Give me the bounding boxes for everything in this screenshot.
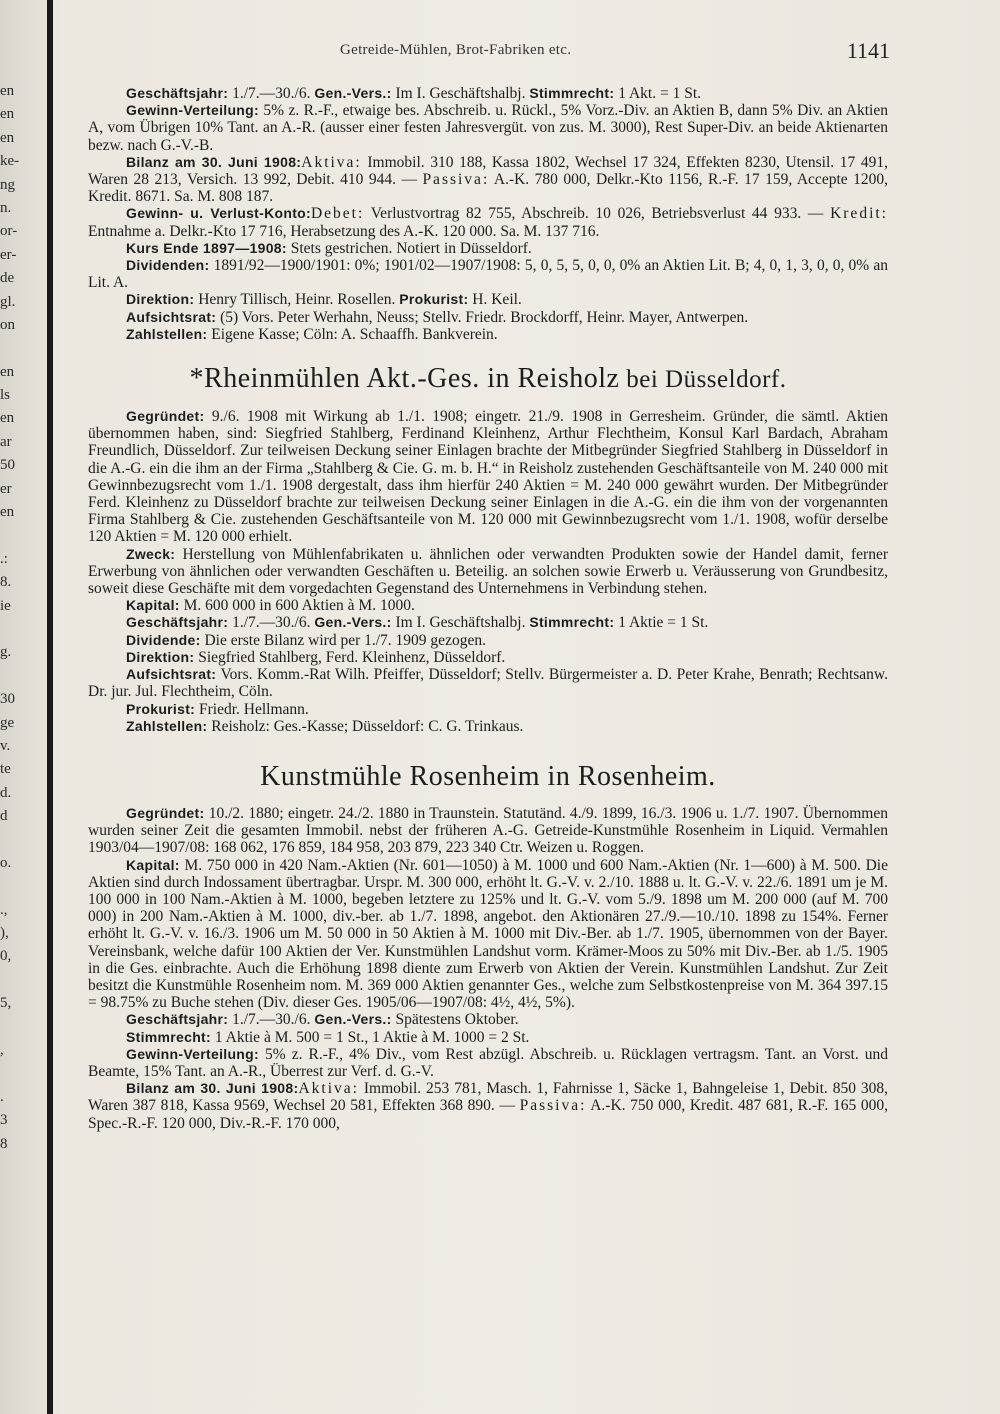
margin-fragment: ng — [0, 176, 15, 193]
field-label: Gegründet: — [126, 408, 205, 425]
margin-fragment — [0, 1016, 40, 1039]
field-label: Gewinn-Verteilung: — [126, 102, 259, 119]
section-heading-rheinmuehlen — [88, 363, 888, 396]
margin-fragment: 8 — [0, 1135, 8, 1152]
field-text: 10./2. 1880; eingetr. 24./2. 1880 in Traunstein. Statutänd. 4./9. 1899, 16./3. 1906 u. 1./7. 1907. Übernommen wurden seiner Zeit die gesamten Immobil. nebst der früheren A.-G. Getreide-Kunstmühle Rosenheim in Liquid. Vermahlen 1903/04—1907/08: 168 062, 176 859, 184 958, 203 879, 223 340 Ctr. Weizen u. Roggen. — [88, 804, 888, 857]
field-label: Gen.-Vers.: — [314, 614, 392, 631]
paragraph — [88, 597, 888, 614]
margin-fragment: 50 — [0, 457, 15, 474]
margin-fragment: 30 — [0, 691, 15, 708]
paragraph — [88, 649, 888, 666]
field-label: Bilanz am 30. Juni 1908: — [126, 153, 302, 170]
paragraph — [88, 85, 888, 102]
field-label: Stimmrecht: — [529, 85, 615, 101]
margin-fragment: en — [0, 363, 15, 380]
field-label: Kapital: — [126, 597, 180, 614]
field-text: 1 Aktie = 1 St. — [614, 614, 709, 632]
paragraph — [88, 666, 888, 700]
margin-fragment: d. — [0, 784, 12, 801]
margin-fragment — [0, 1156, 40, 1179]
field-text: M. 750 000 in 420 Nam.-Aktien (Nr. 601—1050) à M. 1000 und 600 Nam.-Aktien (Nr. 1—600) à M. 500. Die Aktien sind durch Indossament übertragbar. Urspr. M. 300 000, erhöht lt. G.-V. v. 2./10. 1888 u. lt. G.-V. v. 22./6. 1891 um je M. 100 000 in 100 Nam.-Aktien à M. 1000, begeben letztere zu 125% und lt. G.-V. vom 5./9. 1898 um M. 200 000 (auf M. 700 000) in 200 Nam.-Aktien à M. 1000, div.-ber. ab 1./7. 1898, angebot. den Aktionären 27./9.—10./10. 1898 zu 154%. Ferner erhöht lt. G.-V. v. 16./3. 1906 um M. 50 000 in 50 Aktien à M. 1000 mit Div.-Ber. ab 1./7. 1905, übernommen von der Bayer. Vereinsbank, welche dafür 100 Aktien der Ver. Kunstmühlen Landshut vorm. Krämer-Moos zu 50% mit Div.-Ber. ab 1./5. 1905 in die Ges. einbrachte. Auch die Erhöhung 1898 diente zum Erwerb von Aktien der Verein. Kunstmühlen Landshut. Zur Zeit besitzt die Kunstmühle Rosenheim nom. M. 369 000 Aktien genannter Ges., welche zum Selbstkostenpreise von M. 364 397.15 = 98.75% zu Buche stehen (Div. dieser Ges. 1905/06—1907/08: 4½, 4½, 5%). — [88, 856, 888, 1012]
field-text: A.-K. 750 000, Kredit. 487 681, R.-F. 165 000, Spec.-R.-F. 120 000, Div.-R.-F. 170 000, — [88, 1097, 888, 1132]
paragraph — [88, 614, 888, 631]
margin-fragment — [0, 618, 40, 641]
field-label: Dividenden: — [126, 257, 210, 274]
margin-fragment — [0, 337, 40, 360]
field-text: Im I. Geschäftshalbj. — [391, 614, 530, 632]
margin-fragment: on — [0, 316, 15, 333]
paragraph — [88, 154, 888, 206]
field-label: Zahlstellen: — [126, 325, 208, 342]
margin-fragment: ge — [0, 714, 15, 731]
paragraph — [88, 1011, 888, 1028]
section-rheinmuehlen — [88, 408, 888, 735]
margin-fragment: ke- — [0, 153, 20, 170]
field-label: Gewinn-Verteilung: — [126, 1045, 259, 1062]
field-text: Immobil. 310 188, Kassa 1802, Wechsel 17 324, Effekten 8230, Utensil. 17 491, Waren 28 213, Versich. 13 992, Debit. 410 944. — — [88, 153, 888, 189]
margin-fragment: o. — [0, 854, 12, 871]
paragraph — [88, 1046, 888, 1080]
margin-fragment: ), — [0, 925, 9, 942]
field-label: Aufsichtsrat: — [126, 666, 217, 683]
paragraph — [88, 291, 888, 308]
paragraph — [88, 546, 888, 598]
field-text: 9./6. 1908 mit Wirkung ab 1./1. 1908; eingetr. 21./9. 1908 in Gerresheim. Gründer, die sämtl. Aktien übernommen haben, sind: Siegfried Stahlberg, Ferdinand Kleinhenz, Arthur Flechtheim, Konsul Karl Bardach, Abraham Freundlich, Düsseldorf. Zur teilweisen Deckung seiner Einlagen brachte der Mitbegründer Siegfried Stahlberg in Düsseldorf in die A.-G. ein die ihm an der Firma „Stahlberg & Cie. G. m. b. H.“ in Reisholz zustehenden Geschäftsanteile von M. 240 000 mit Gewinnbezugsrecht vom 1./1. 1908 dergestalt, dass ihm hierfür 240 Aktien = M. 240 000 gewährt wurden. Der Mitbegründer Ferd. Kleinhenz zu Düsseldorf brachte zur teilweisen Deckung seiner Einlagen in die A.-G. ein die ihm von der vorgenannten Firma Stahlberg & Cie. zustehenden Geschäftsanteile von M. 120 000 mit Gewinnbezugsrecht vom 1./1. 1908, wofür derselbe 120 Aktien = M. 120 000 erhielt. — [88, 408, 888, 546]
field-text: Herstellung von Mühlenfabrikaten u. ähnlichen oder verwandten Produkten sowie der Handel damit, ferner Erwerbung von ähnlichen oder verwandten Geschäften u. Beteilig. an solchen sowie Erwerb u. Veräusserung von Grundbesitz, soweit diese Geschäfte mit dem vorgedachten Gegenstand des Unternehmens in Verbindung stehen. — [88, 545, 888, 598]
field-text: Reisholz: Ges.-Kasse; Düsseldorf: C. G. Trinkaus. — [207, 717, 524, 735]
field-text: 1./7.—30./6. — [228, 614, 315, 632]
margin-fragment: en — [0, 106, 15, 123]
field-text: Entnahme a. Delkr.-Kto 17 716, Herabsetzung des A.-K. 120 000. Sa. M. 137 716. — [88, 222, 600, 240]
field-text: Vors. Komm.-Rat Wilh. Pfeiffer, Düsseldorf; Stellv. Bürgermeister a. D. Peter Krahe, Benrath; Rechtsanw. Dr. jur. Jul. Flechtheim, Cöln. — [88, 666, 888, 701]
paragraph — [88, 805, 888, 857]
field-text: Im I. Geschäftshalbj. — [391, 85, 530, 102]
spaced-label: Aktiva: — [298, 1080, 359, 1098]
field-text: 1./7.—30./6. — [228, 1011, 315, 1029]
field-label: Prokurist: — [399, 291, 469, 308]
paragraph — [88, 1029, 888, 1046]
field-label: Direktion: — [126, 291, 195, 308]
field-text: H. Keil. — [468, 291, 522, 309]
paragraph — [88, 240, 888, 257]
field-text: Friedr. Hellmann. — [195, 700, 309, 718]
left-margin-fragments — [0, 80, 40, 1179]
margin-fragment: . — [0, 1088, 4, 1105]
margin-fragment: ie — [0, 597, 11, 614]
margin-fragment: en — [0, 504, 15, 521]
field-text: 1 Aktie à M. 500 = 1 St., 1 Aktie à M. 1000 = 2 St. — [210, 1028, 530, 1046]
margin-fragment: en — [0, 410, 15, 427]
field-label: Prokurist: — [126, 700, 196, 717]
margin-fragment: .: — [0, 550, 8, 567]
margin-fragment — [0, 1062, 40, 1085]
field-text: 5% z. R.-F., etwaige bes. Abschreib. u. Rückl., 5% Vorz.-Div. an Aktien B, dann 5% Div. an Aktien A, vom Übrigen 10% Tant. an A.-R. (ausser einer festen Jahresvergüt. von zus. M. 3000), Rest Super-Div. an beide Aktienarten bezw. nach G.-V.-B. — [88, 102, 888, 154]
field-text: Verlustvortrag 82 755, Abschreib. 10 026, Betriebsverlust 44 933. — — [364, 205, 831, 223]
field-text: Spätestens Oktober. — [391, 1011, 519, 1029]
paragraph — [88, 408, 888, 546]
margin-fragment: 0, — [0, 948, 12, 965]
margin-fragment — [0, 969, 40, 992]
margin-fragment — [0, 875, 40, 898]
section-kunstmuehle-rosenheim — [88, 805, 888, 1132]
field-text: Eigene Kasse; Cöln: A. Schaaffh. Bankverein. — [207, 325, 498, 343]
paragraph — [88, 205, 888, 239]
field-label: Zweck: — [126, 545, 176, 562]
margin-fragment: 5, — [0, 995, 12, 1012]
field-label: Geschäftsjahr: — [126, 614, 229, 631]
margin-fragment — [0, 829, 40, 852]
margin-fragment: ls — [0, 387, 11, 404]
field-label: Geschäftsjahr: — [126, 85, 229, 101]
field-label: Direktion: — [126, 648, 195, 665]
field-label: Kurs Ende 1897—1908: — [126, 239, 287, 256]
field-text: 1891/92—1900/1901: 0%; 1901/02—1907/1908: 5, 0, 5, 5, 0, 0, 0% an Aktien Lit. B; 4, 0, 1, 3, 0, 0, 0% an Lit. A. — [88, 257, 888, 292]
field-text: Die erste Bilanz wird per 1./7. 1909 gezogen. — [200, 631, 486, 649]
margin-fragment: ., — [0, 901, 8, 918]
margin-fragment: de — [0, 270, 15, 287]
paragraph — [88, 309, 888, 326]
paragraph — [88, 1080, 888, 1132]
field-text: (5) Vors. Peter Werhahn, Neuss; Stellv. Friedr. Brockdorff, Heinr. Mayer, Antwerpen. — [216, 308, 749, 326]
heading-small: bei Düsseldorf. — [619, 366, 787, 394]
spaced-label: Passiva: — [519, 1097, 587, 1115]
running-title: Getreide-Mühlen, Brot-Fabriken etc. — [340, 42, 572, 58]
margin-fragment: d — [0, 808, 8, 825]
field-label: Gen.-Vers.: — [314, 85, 392, 101]
page-content — [88, 85, 888, 1132]
page-number: 1141 — [846, 38, 890, 63]
field-text: Stets gestrichen. Notiert in Düsseldorf. — [286, 239, 532, 257]
section-previous-company — [88, 85, 888, 343]
margin-fragment: gl. — [0, 293, 16, 310]
binding-gutter — [47, 0, 53, 1414]
field-label: Aufsichtsrat: — [126, 308, 217, 325]
field-text: Siegfried Stahlberg, Ferd. Kleinhenz, Düsseldorf. — [194, 648, 506, 666]
paragraph — [88, 857, 888, 1012]
field-label: Gegründet: — [126, 804, 205, 821]
field-label: Gen.-Vers.: — [314, 1011, 392, 1028]
field-text: Immobil. 253 781, Masch. 1, Fahrnisse 1, Säcke 1, Bahngeleise 1, Debit. 850 308, Waren 387 818, Kassa 9569, Wechsel 20 581, Effekten 368 890. — — [88, 1080, 888, 1115]
field-text: 1./7.—30./6. — [228, 85, 315, 102]
margin-fragment: 8. — [0, 574, 12, 591]
field-label: Stimmrecht: — [529, 614, 615, 631]
paragraph — [88, 102, 888, 154]
margin-fragment — [0, 665, 40, 688]
margin-fragment: en — [0, 83, 15, 99]
field-text: 1 Akt. = 1 St. — [614, 85, 702, 102]
margin-fragment: en — [0, 129, 15, 146]
section-heading-kunstmuehle: Kunstmühle Rosenheim in Rosenheim. — [260, 760, 716, 792]
field-label: Dividende: — [126, 631, 201, 648]
field-text: M. 600 000 in 600 Aktien à M. 1000. — [179, 597, 415, 615]
field-label: Stimmrecht: — [126, 1028, 211, 1045]
field-label: Bilanz am 30. Juni 1908: — [126, 1080, 299, 1097]
margin-fragment — [0, 524, 40, 547]
margin-fragment: or- — [0, 223, 18, 240]
margin-fragment: 3 — [0, 1112, 8, 1129]
paragraph — [88, 701, 888, 718]
paragraph — [88, 326, 888, 343]
field-text: A.-K. 780 000, Delkr.-Kto 1156, R.-F. 17 159, Accepte 1200, Kredit. 8671. Sa. M. 808 187. — [88, 171, 888, 206]
margin-fragment: er- — [0, 246, 17, 263]
spaced-label: Kredit: — [830, 205, 888, 223]
spaced-label: Aktiva: — [301, 153, 362, 171]
heading-main: Rheinmühlen Akt.-Ges. in Reisholz — [204, 363, 620, 395]
margin-fragment: n. — [0, 199, 12, 216]
margin-fragment: te — [0, 761, 11, 778]
heading-star: * — [189, 363, 205, 395]
margin-fragment: er — [0, 480, 12, 497]
field-label: Geschäftsjahr: — [126, 1011, 229, 1028]
field-text: Henry Tillisch, Heinr. Rosellen. — [194, 291, 400, 309]
spaced-label: Passiva: — [422, 171, 490, 189]
margin-fragment: g. — [0, 644, 12, 661]
margin-fragment: , — [0, 1042, 4, 1059]
margin-fragment: ar — [0, 433, 12, 450]
paragraph — [88, 257, 888, 291]
field-text: 5% z. R.-F., 4% Div., vom Rest abzügl. Abschreib. u. Rücklagen vertragsm. Tant. an Vorst. und Beamte, 15% Tant. an A.-R., Überrest zur Verf. d. G.-V. — [88, 1045, 888, 1080]
field-label: Kapital: — [126, 856, 180, 873]
paragraph — [88, 718, 888, 735]
field-label: Zahlstellen: — [126, 717, 208, 734]
spaced-label: Debet: — [310, 205, 365, 223]
running-head — [90, 38, 890, 68]
margin-fragment: v. — [0, 737, 11, 754]
field-label: Gewinn- u. Verlust-Konto: — [126, 205, 311, 222]
paragraph — [88, 632, 888, 649]
